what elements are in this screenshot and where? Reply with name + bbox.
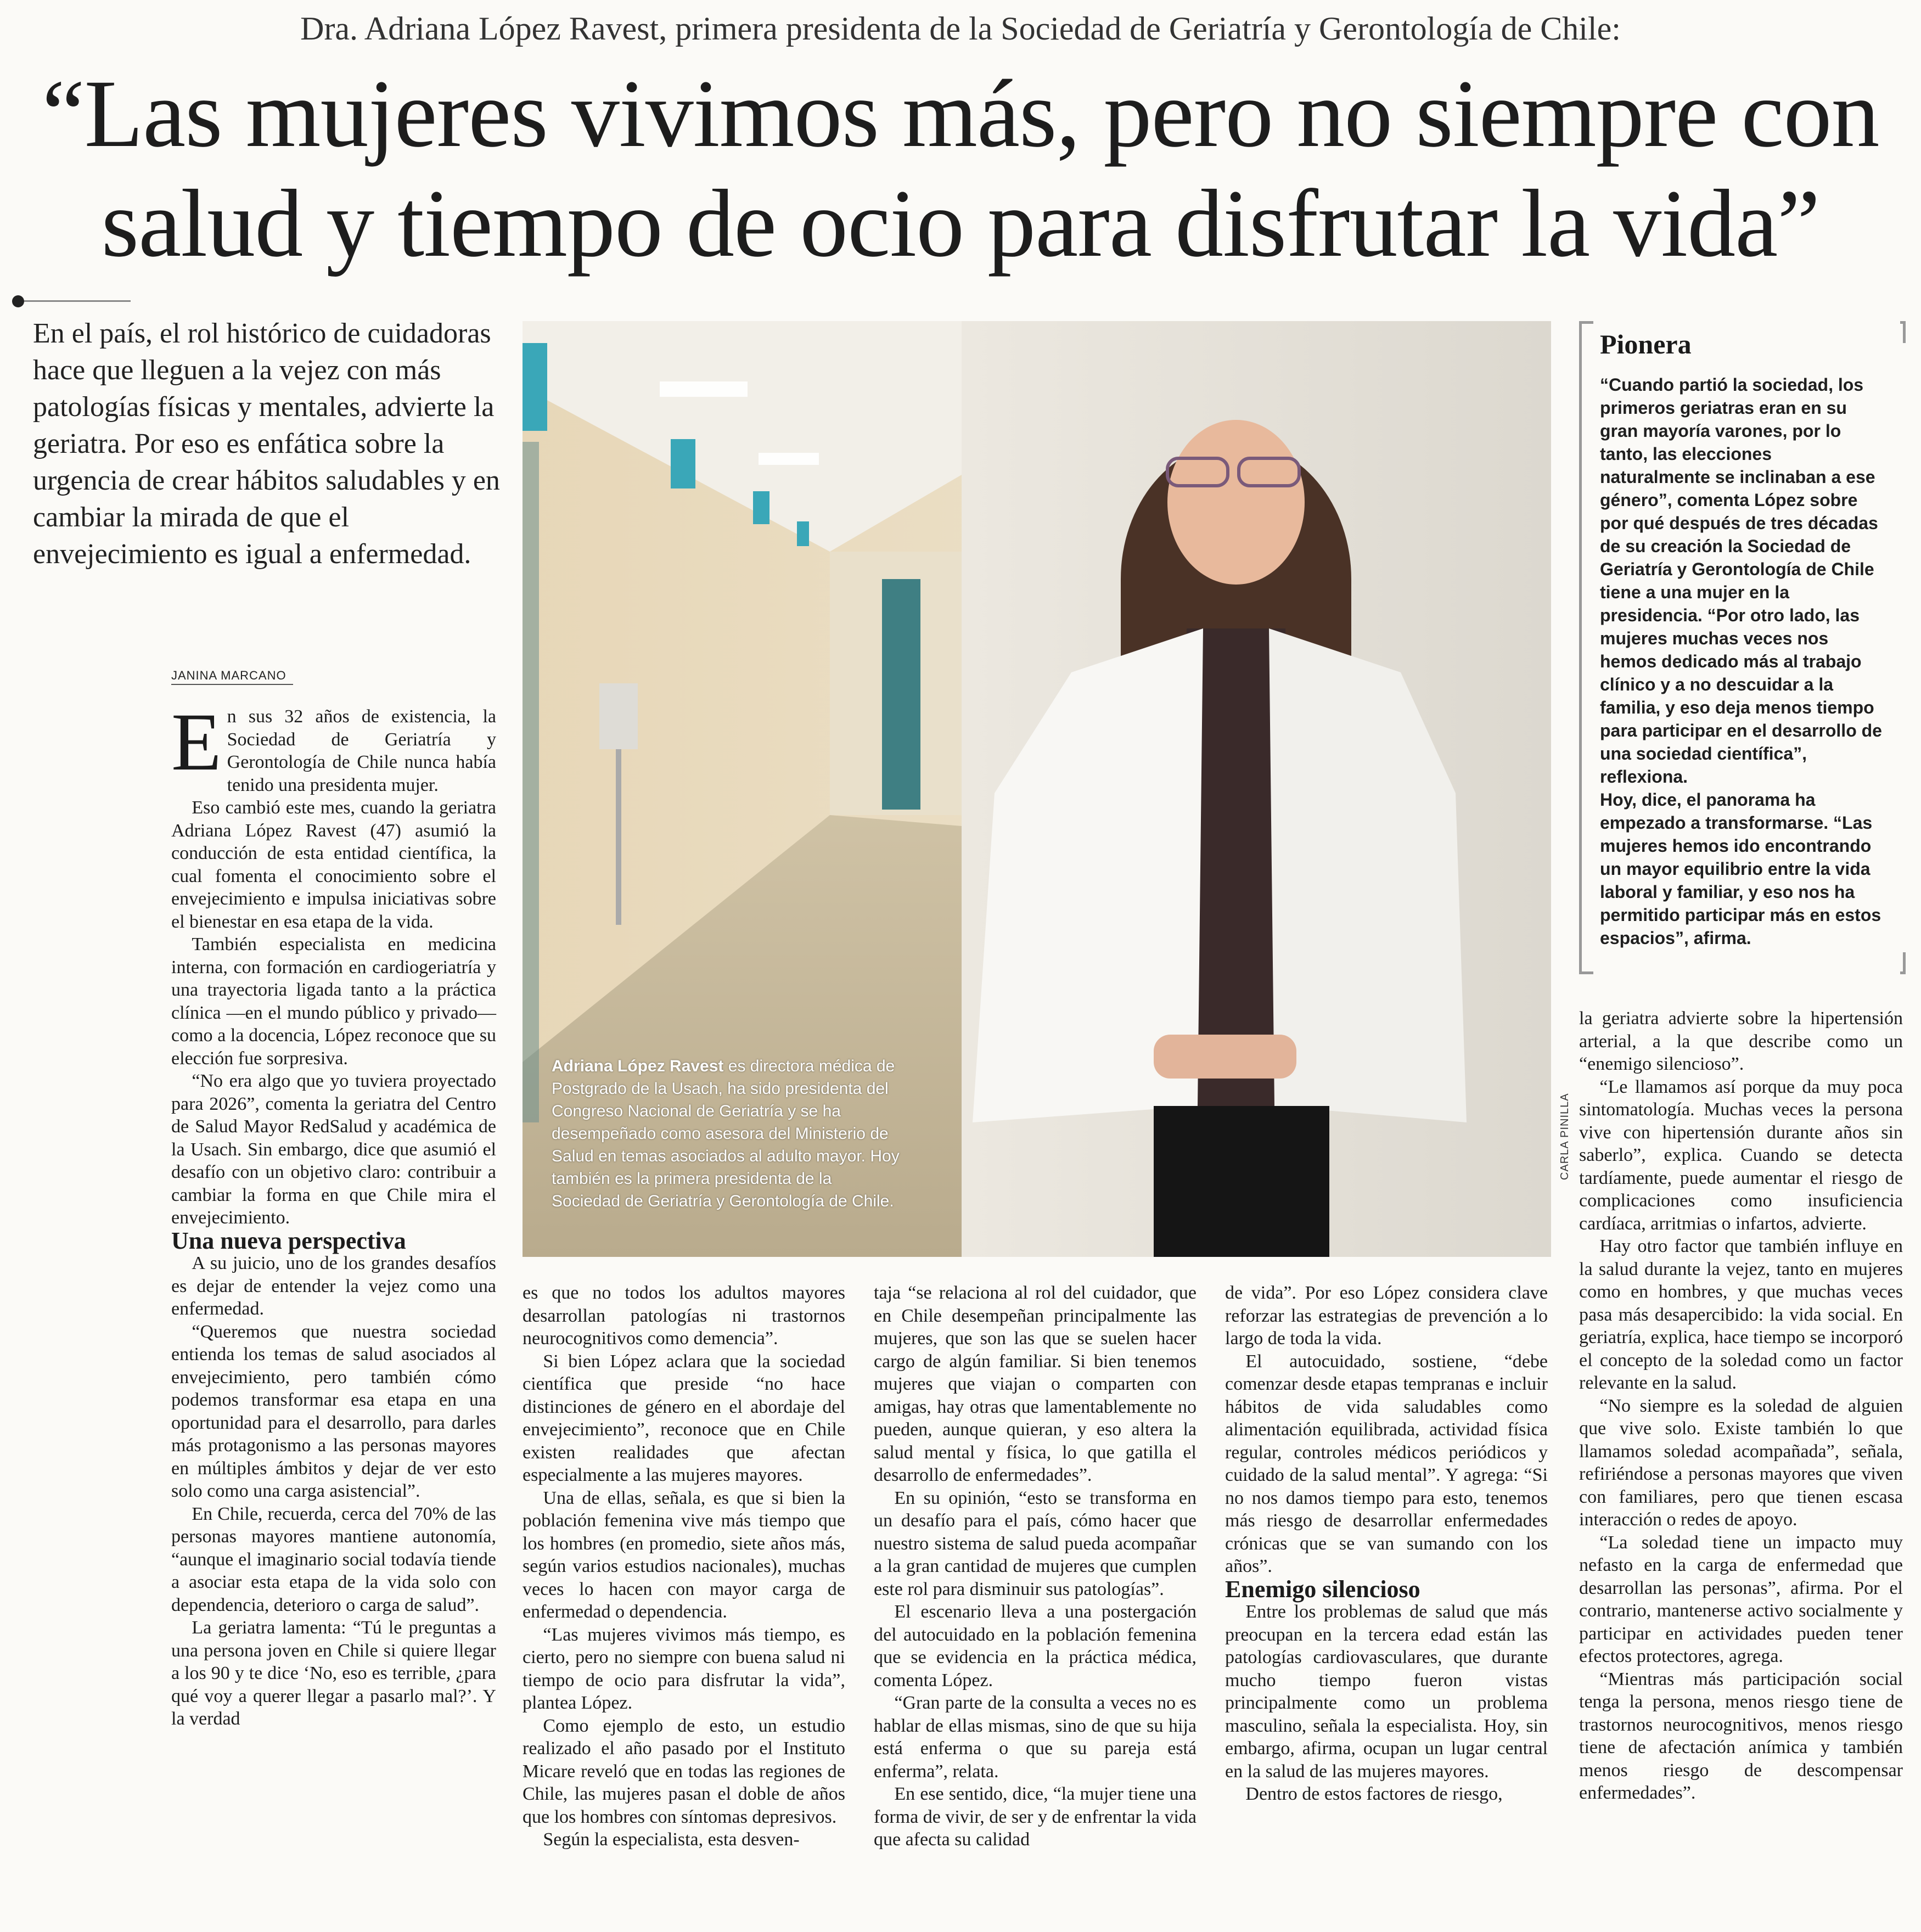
dropcap: E [171,697,222,788]
article-kicker: Dra. Adriana López Ravest, primera presidenta de la Sociedad de Geriatría y Gerontología de Chile: [300,10,1621,47]
article-headline [22,59,1899,279]
paragraph: El autocuidado, sostiene, “debe comenzar desde etapas tempranas e incluir hábitos de vida saludables como alimentación equilibrada, actividad física regular, controles médicos periódicos y cuidado de la salud mental”. Y agrega: “Si no nos damos tiempo para esto, tenemos más riesgo de desarrollar enfermedades crónicas que se van sumando con los años”. [1225,1351,1548,1576]
column-5 [1579,1007,1903,1805]
paragraph: Según la especialista, esta desven- [543,1829,800,1850]
sidebar-border [1903,952,1906,974]
paragraph: es que no todos los adultos mayores desarrollan patologías ni trastornos neurocognitivos como demencia”. [523,1283,845,1349]
lead-rule [24,300,131,302]
paragraph: También especialista en medicina interna, con formación en cardiogeriatría y una trayectoria ligada tanto a la práctica clínica —en el mundo público y privado— como a la docencia, López reconoce que su elección fue sorpresiva. [171,934,496,1069]
byline-rule [171,684,293,685]
paragraph: taja “se relaciona al rol del cuidador, que en Chile desempeñan principalmente las mujeres, que son las que se suelen hacer cargo de algún familiar. Si bien tenemos mujeres que viajan o comparten con amigas, hay otras que lamentablemente no pueden, aunque quieran, y eso altera la salud mental y física, lo que gatilla el desarrollo de enfermedades”. [874,1283,1197,1485]
subhead-nueva-perspectiva: Una nueva perspectiva [171,1227,406,1254]
column-4 [1225,1282,1548,1806]
sidebar-paragraph: “Cuando partió la sociedad, los primeros geriatras eran en su gran mayoría varones, por lo tanto, las elecciones naturalmente se inclinaban a ese género”, comenta López sobre por qué después de tres décadas de su creación la Sociedad de Geriatría y Gerontología de Chile tiene a una mujer en la presidencia. “Por otro lado, las mujeres muchas veces nos hemos dedicado más al trabajo clínico y a no descuidar a la familia, y eso deja menos tiempo para participar en el desarrollo de una sociedad científica”, reflexiona. [1600,375,1882,787]
paragraph: A su juicio, uno de los grandes desafíos es dejar de entender la vejez como una enfermedad. [171,1253,496,1319]
paragraph: Como ejemplo de esto, un estudio realizado el año pasado por el Instituto Micare reveló que en todas las regiones de Chile, las mujeres pasan el doble de años que los hombres con síntomas depresivos. [523,1715,845,1827]
column-2 [523,1282,845,1851]
paragraph: Entre los problemas de salud que más preocupan en la tercera edad están las patologías cardiovasculares, que durante mucho tiempo fueron vistas principalmente como un problema masculino, señala la especialista. Hoy, sin embargo, afirma, ocupan un lugar central en la salud de las mujeres mayores. [1225,1602,1548,1782]
sidebar-title: Pionera [1600,329,1692,360]
caption-name: Adriana López Ravest [552,1057,724,1075]
paragraph: “La soledad tiene un impacto muy nefasto en la carga de enfermedad que desarrollan las personas”, afirma. Por el contrario, mantenerse activo socialmente y participar en actividades pueden tener efectos protectores, agrega. [1579,1532,1903,1666]
photo-caption [552,1055,903,1212]
bullet-dot [12,295,24,307]
paragraph: n sus 32 años de existencia, la Sociedad de Geriatría y Gerontología de Chile nunca había tenido una presidenta mujer. [227,706,496,795]
paragraph: Eso cambió este mes, cuando la geriatra Adriana López Ravest (47) asumió la conducción de esta entidad científica, la cual fomenta el conocimiento sobre el envejecimiento e impulsa iniciativas sobre el bienestar en esa etapa de la vida. [171,797,496,932]
paragraph: La geriatra lamenta: “Tú le preguntas a una persona joven en Chile si quiere llegar a los 90 y te dice ‘No, eso es terrible, ¿para qué voy a querer llegar a pasarlo mal?’. Y la verdad [171,1618,496,1729]
sidebar-border [1579,971,1593,974]
sidebar-text [1600,373,1885,950]
paragraph: “Gran parte de la consulta a veces no es hablar de ellas mismas, sino de que su hija está enferma o que su pareja está enferma”, relata. [874,1693,1197,1782]
photo-credit: CARLA PINILLA [1559,1093,1571,1180]
paragraph: de vida”. Por eso López considera clave reforzar las estrategias de prevención a lo largo de toda la vida. [1225,1283,1548,1349]
headline-line-2: salud y tiempo de ocio para disfrutar la vida” [101,170,1820,277]
paragraph: “Las mujeres vivimos más tiempo, es cierto, pero no siempre con buena salud ni tiempo de ocio para disfrutar la vida”, plantea López. [523,1624,845,1713]
sidebar-border [1579,321,1582,974]
paragraph: “Mientras más participación social tenga la persona, menos riesgo tiene de trastornos neurocognitivos, menos riesgo tiene de afectación anímica y también menos riesgo de descompensar enfermedades”. [1579,1669,1903,1803]
paragraph: “Le llamamos así porque da muy poca sintomatología. Muchas veces la persona vive con hipertensión durante años sin saberlo”, explica. Cuando se detecta tardíamente, puede aumentar el riesgo de complicaciones como insuficiencia cardíaca, arritmias o infartos, advierte. [1579,1076,1903,1234]
sidebar-paragraph: Hoy, dice, el panorama ha empezado a transformarse. “Las mujeres hemos ido encontrando un mayor equilibrio entre la vida laboral y familiar, y eso nos ha permitido participar más en estos espacios”, afirma. [1600,790,1881,948]
paragraph: “Queremos que nuestra sociedad entienda los temas de salud asociados al envejecimiento, pero también cómo podemos transformar esa etapa en una oportunidad para el desarrollo, para darles más protagonismo a las personas mayores en múltiples ámbitos y dejar de ver esto solo como una carga asistencial”. [171,1321,496,1501]
paragraph: Si bien López aclara que la sociedad científica que preside “no hace distinciones de género en el abordaje del envejecimiento”, reconoce que en Chile existen realidades que afectan especialmente a las mujeres mayores. [523,1351,845,1485]
paragraph: Una de ellas, señala, es que si bien la población femenina vive más tiempo que los hombres (en promedio, siete años más, según varios estudios nacionales), muchas veces lo hacen con mayor carga de enfermedad o dependencia. [523,1487,845,1622]
sidebar-border [1579,321,1593,324]
paragraph: Hay otro factor que también influye en la salud durante la vejez, tanto en mujeres como en hombres, y que muchas veces pasa más desapercibido: la vida social. En geriatría, explica, hace tiempo se incorporó el concepto de la soledad como un factor relevante en la salud. [1579,1236,1903,1393]
paragraph: En Chile, recuerda, cerca del 70% de las personas mayores mantiene autonomía, “aunque el imaginario social todavía tiende a asociar esta etapa de la vida solo con dependencia, deterioro o carga de salud”. [171,1503,496,1615]
column-1-top [171,697,496,1731]
paragraph: la geriatra advierte sobre la hipertensión arterial, a la que describe como un “enemigo silencioso”. [1579,1008,1903,1074]
paragraph: Dentro de estos factores de riesgo, [1245,1784,1503,1804]
paragraph: En ese sentido, dice, “la mujer tiene una forma de vivir, de ser y de enfrentar la vida que afecta su calidad [874,1784,1197,1850]
paragraph: En su opinión, “esto se transforma en un desafío para el país, cómo hacer que nuestro sistema de salud pueda acompañar a la gran cantidad de mujeres que cumplen este rol para disminuir sus patologías”. [874,1487,1197,1599]
paragraph: “No siempre es la soledad de alguien que vive solo. Existe también lo que llamamos soledad acompañada”, señala, refiriéndose a personas mayores que viven con familiares, pero que tienen escasa interacción o redes de apoyo. [1579,1395,1903,1530]
paragraph: “No era algo que yo tuviera proyectado para 2026”, comenta la geriatra del Centro de Salud Mayor RedSalud y académica de la Usach. Sin embargo, dice que asumió el desafío con un objetivo claro: contribuir a cambiar la forma en que Chile mira el envejecimiento. [171,1071,496,1228]
caption-text: es directora médica de Postgrado de la Usach, ha sido presidenta del Congreso Nacional de Geriatría y se ha desempeñado como asesora del Ministerio de Salud en temas asociados al adulto mayor. Hoy también es la primera presidenta de la Sociedad de Geriatría y Gerontología de Chile. [552,1057,900,1210]
headline-line-1: “Las mujeres vivimos más, pero no siempre con [42,60,1879,167]
sidebar-border [1903,321,1906,343]
column-3 [874,1282,1197,1851]
lead-paragraph: En el país, el rol histórico de cuidadoras hace que lleguen a la vejez con más patologías físicas y mentales, advierte la geriatra. Por eso es enfática sobre la urgencia de crear hábitos saludables y en cambiar la mirada de que el envejecimiento es igual a enfermedad. [33,318,500,570]
subhead-enemigo-silencioso: Enemigo silencioso [1225,1575,1420,1603]
byline: JANINA MARCANO [171,669,287,682]
paragraph: El escenario lleva a una postergación del autocuidado en la población femenina que se evidencia en la práctica médica, comenta López. [874,1602,1197,1690]
